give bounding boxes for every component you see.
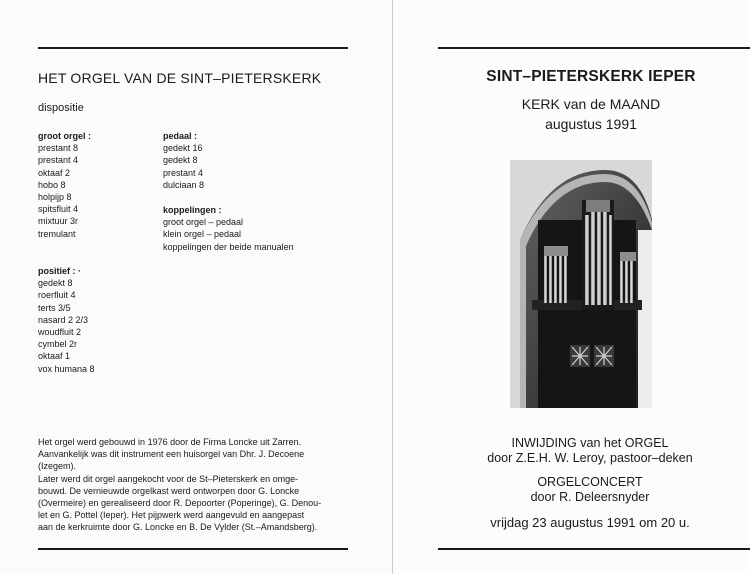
positief-heading: positief : · [38,266,81,276]
left-title: HET ORGEL VAN DE SINT–PIETERSKERK [38,70,322,86]
history-line: Later werd dit orgel aangekocht voor de St–Pieterskerk en omge- [38,473,299,484]
list-item: klein orgel – pedaal [163,229,242,240]
church-title: SINT–PIETERSKERK IEPER [486,68,696,85]
inauguration-line-2: door Z.E.H. W. Leroy, pastoor–deken [487,451,693,465]
list-item: prestant 4 [38,155,79,166]
history-line: let en G. Pottel (Ieper). Het pijpwerk werd aangevuld en aangepast [38,510,305,521]
positief-section [38,265,95,375]
inauguration-line-1: INWIJDING van het ORGEL [511,436,669,450]
concert-line-2: door R. Deleersnyder [530,490,650,504]
list-item: roerfluit 4 [38,290,76,301]
kerk-van-de-maand: KERK van de MAAND [521,96,661,112]
history-line: aan de kerkruimte door G. Loncke en B. De Vylder (St.–Amandsberg). [38,522,318,533]
list-item: prestant 8 [38,143,79,154]
list-item: gedekt 8 [163,155,198,166]
concert-date: vrijdag 23 augustus 1991 om 20 u. [490,515,690,530]
list-item: vox humana 8 [38,363,95,374]
pedaal-heading: pedaal : [163,131,198,141]
list-item: koppelingen der beide manualen [163,241,294,252]
organ-photo [510,160,652,408]
list-item: hobo 8 [38,179,66,190]
list-item: gedekt 8 [38,278,73,289]
right-bottom-rule [438,548,750,550]
history-line: Het orgel werd gebouwd in 1976 door de Firma Loncke uit Zarren. [38,437,302,447]
history-line: bouwd. De vernieuwde orgelkast werd ontworpen door G. Loncke [38,485,300,496]
list-item: holpijp 8 [38,191,72,202]
list-item: terts 3/5 [38,302,71,313]
list-item: spitsfluit 4 [38,204,79,215]
left-bottom-rule [38,548,348,550]
list-item: woudfluit 2 [38,326,82,337]
history-line: Aanvankelijk was dit instrument een huisorgel van Dhr. J. Decoene [38,449,305,460]
organ-illustration [510,160,652,408]
list-item: nasard 2 2/3 [38,314,89,325]
list-item: gedekt 16 [163,143,203,154]
history-paragraph [38,436,356,534]
dispositie-label: dispositie [38,102,84,114]
month-year: augustus 1991 [545,116,637,132]
right-top-rule [438,47,750,49]
history-line: (Izegem). [38,461,77,472]
pedaal-section [163,130,204,191]
groot-orgel-heading: groot orgel : [38,131,91,141]
history-line: (Overmeire) en gerealiseerd door R. Depoorter (Poperinge), G. Denou- [38,498,322,509]
list-item: mixtuur 3r [38,216,79,227]
koppelingen-heading: koppelingen : [163,205,222,215]
groot-orgel-section [38,130,91,240]
list-item: cymbel 2r [38,339,78,350]
list-item: prestant 4 [163,167,204,178]
list-item: tremulant [38,228,76,239]
list-item: groot orgel – pedaal [163,217,244,228]
list-item: oktaaf 1 [38,351,71,362]
list-item: dulciaan 8 [163,179,205,190]
left-top-rule [38,47,348,49]
koppelingen-section [163,204,294,253]
concert-line-1: ORGELCONCERT [537,475,643,489]
list-item: oktaaf 2 [38,167,71,178]
